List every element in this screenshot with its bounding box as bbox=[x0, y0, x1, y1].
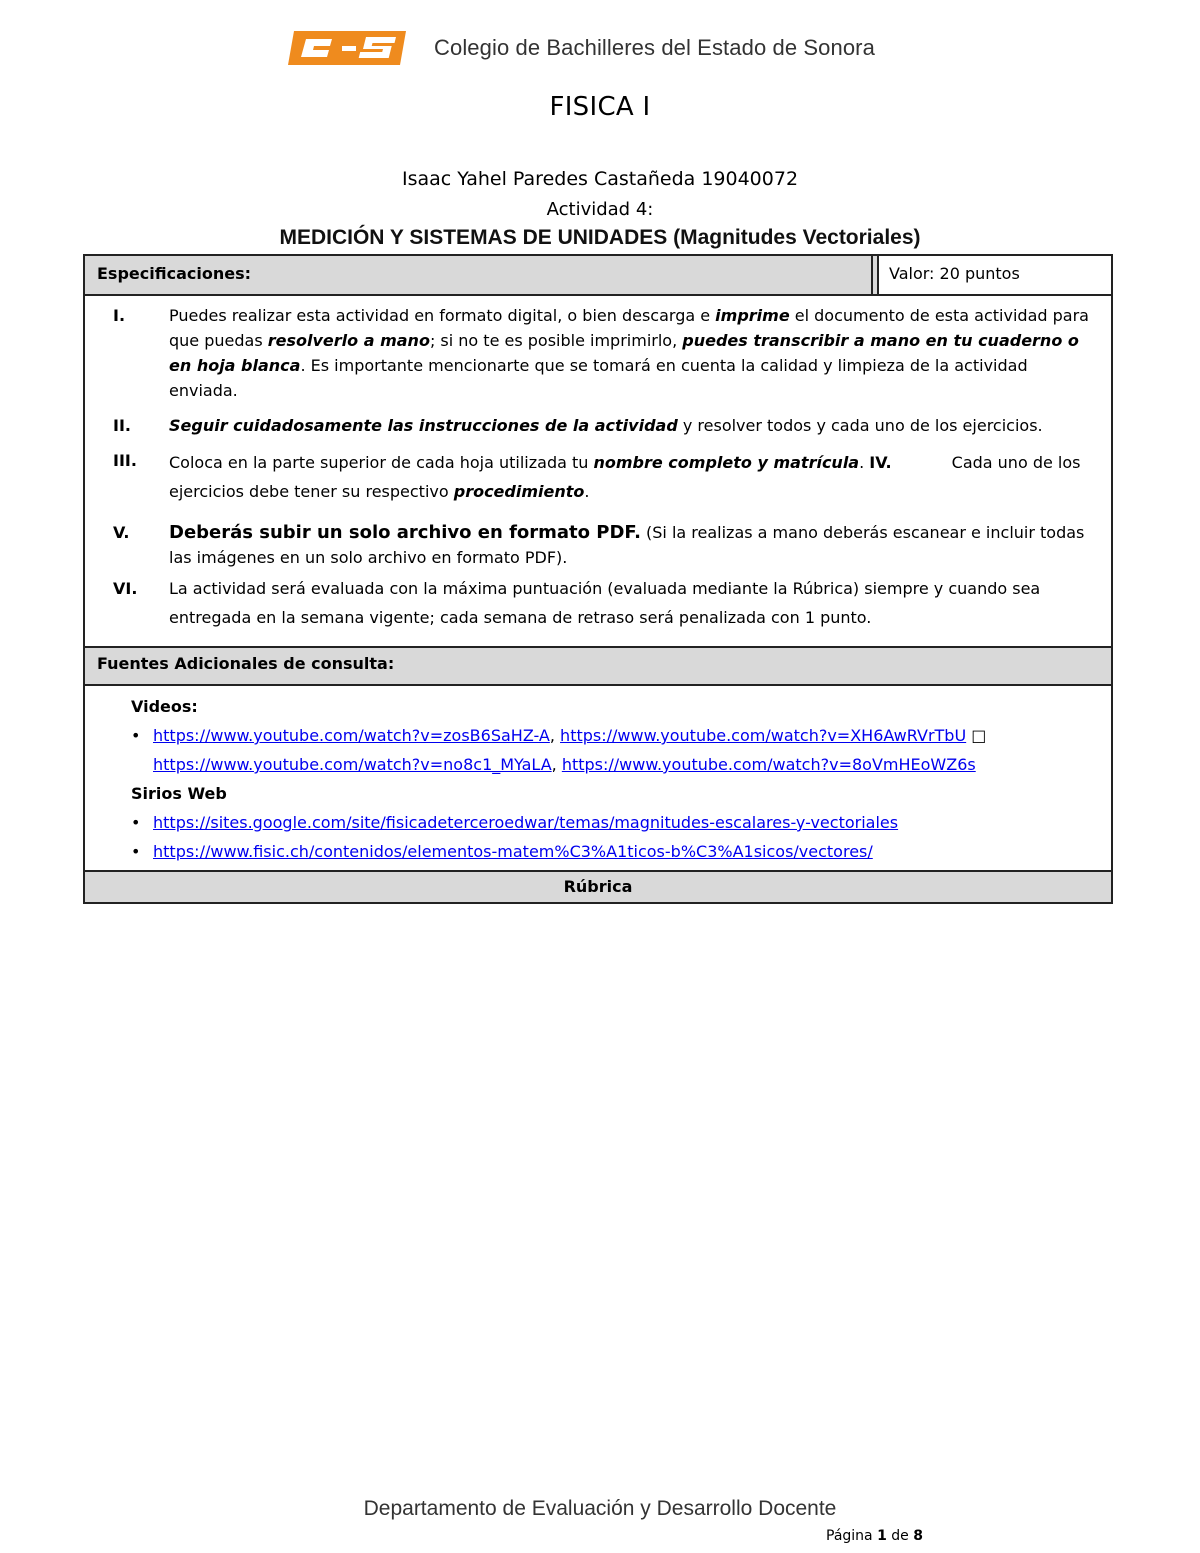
video-link[interactable]: https://www.youtube.com/watch?v=zosB6SaHZ-A bbox=[153, 726, 550, 745]
bullet-icon: • bbox=[131, 842, 141, 861]
web-link-item bbox=[131, 837, 1097, 866]
sources-header: Fuentes Adicionales de consulta: bbox=[85, 648, 1111, 686]
instruction-item bbox=[99, 413, 1101, 438]
instruction-text: Deberás subir un solo archivo en formato PDF. (Si la realizas a mano deberás escanear e incluir todas las imágenes en un solo archivo en formato PDF). bbox=[169, 522, 1085, 567]
activity-number: Actividad 4: bbox=[546, 199, 654, 220]
web-link-item bbox=[131, 808, 1097, 837]
instructions-list bbox=[85, 296, 1111, 648]
value-label: Valor: 20 puntos bbox=[879, 256, 1111, 294]
author-line: Isaac Yahel Paredes Castañeda 19040072 bbox=[401, 168, 799, 190]
subject-paren: (Magnitudes Vectoriales) bbox=[673, 226, 921, 249]
instruction-number: VI. bbox=[113, 579, 138, 598]
instruction-number: I. bbox=[113, 306, 126, 325]
video-link[interactable]: https://www.youtube.com/watch?v=XH6AwRVrTbU bbox=[560, 726, 967, 745]
instruction-text: Seguir cuidadosamente las instrucciones de la actividad y resolver todos y cada uno de los ejercicios. bbox=[169, 416, 1043, 435]
web-link[interactable]: https://sites.google.com/site/fisicadeterceroedwar/temas/magnitudes-escalares-y-vectoriales bbox=[153, 813, 899, 832]
video-link[interactable]: https://www.youtube.com/watch?v=8oVmHEoWZ6s bbox=[561, 755, 976, 774]
missing-glyph-icon: □ bbox=[971, 726, 987, 745]
subject-main: MEDICIÓN Y SISTEMAS DE UNIDADES bbox=[279, 226, 668, 249]
rubrica-header: Rúbrica bbox=[85, 872, 1111, 902]
instruction-item bbox=[99, 303, 1101, 403]
footer-department: Departamento de Evaluación y Desarrollo Docente bbox=[363, 1497, 837, 1520]
instruction-number: III. bbox=[113, 451, 137, 470]
page-title: FISICA I bbox=[549, 92, 651, 122]
page-header bbox=[288, 18, 928, 78]
activity-table bbox=[83, 254, 1113, 904]
instruction-text: Puedes realizar esta actividad en formato digital, o bien descarga e imprime el documento de esta actividad para que puedas resolverlo a mano; si no te es posible imprimirlo, puedes transcribir a mano en tu cuaderno o en hoja blanca. Es importante mencionarte que se tomará en cuenta la calidad y limpieza de la actividad enviada. bbox=[169, 306, 1089, 400]
bullet-icon: • bbox=[131, 813, 141, 832]
instruction-item bbox=[99, 448, 1101, 506]
institution-name: Colegio de Bachilleres del Estado de Sonora bbox=[434, 35, 875, 60]
instruction-text: Coloca en la parte superior de cada hoja utilizada tu nombre completo y matrícula. IV. Cada uno de los ejercicios debe tener su respectivo procedimiento. bbox=[169, 453, 1081, 501]
video-link[interactable]: https://www.youtube.com/watch?v=no8c1_MYaLA bbox=[153, 755, 552, 774]
spec-label: Especificaciones: bbox=[85, 256, 873, 294]
bullet-icon: • bbox=[131, 726, 141, 745]
sources-list bbox=[85, 686, 1111, 872]
instruction-text: La actividad será evaluada con la máxima puntuación (evaluada mediante la Rúbrica) siempre y cuando sea entregada en la semana vigente; cada semana de retraso será penalizada con 1 punto. bbox=[169, 579, 1041, 627]
video-links: https://www.youtube.com/watch?v=zosB6SaHZ-A, https://www.youtube.com/watch?v=XH6AwRVrTbU □ https://www.youtube.com/watch?v=no8c1_MYaLA, https://www.youtube.com/watch?v=8oVmHEoWZ6s bbox=[153, 726, 987, 774]
spec-header-row bbox=[85, 256, 1111, 296]
instruction-number: V. bbox=[113, 523, 130, 542]
instruction-item bbox=[99, 520, 1101, 570]
cobach-logo bbox=[288, 25, 412, 71]
video-links-item bbox=[131, 721, 1097, 779]
page-number: Página 1 de 8 bbox=[826, 1528, 923, 1544]
web-link[interactable]: https://www.fisic.ch/contenidos/elementos-matem%C3%A1ticos-b%C3%A1sicos/vectores/ bbox=[153, 842, 873, 861]
activity-subject bbox=[0, 226, 1200, 250]
instruction-item bbox=[99, 574, 1101, 632]
videos-label: Videos: bbox=[131, 697, 198, 716]
web-label: Sirios Web bbox=[131, 784, 227, 803]
instruction-number: II. bbox=[113, 416, 131, 435]
